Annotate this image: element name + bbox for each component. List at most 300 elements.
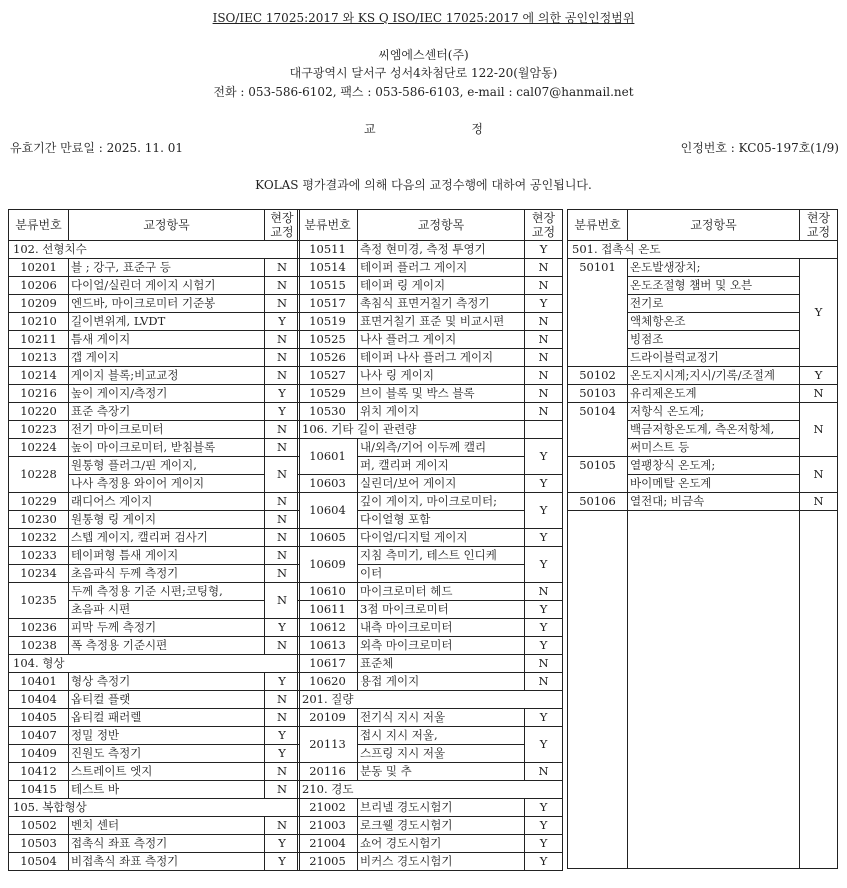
header-row (568, 210, 838, 241)
table-row (298, 799, 563, 817)
table-row (298, 637, 563, 655)
table-cell: 브리넬 경도시험기 (358, 799, 525, 817)
table-cell: 높이 마이크로미터, 받침블록 (69, 439, 265, 457)
table-cell: 50102 (568, 367, 628, 385)
table-cell: 용접 게이지 (358, 673, 525, 691)
table-row (9, 565, 300, 583)
section-header: 106. 기타 길이 관련량 (298, 421, 525, 439)
table-row (9, 853, 300, 871)
table-row (9, 259, 300, 277)
table-cell: 10605 (298, 529, 358, 547)
table-cell: N (525, 349, 563, 367)
table-cell: N (265, 295, 300, 313)
code-header: 분류번호 (568, 210, 628, 241)
table-row (298, 709, 563, 727)
table-cell: 10214 (9, 367, 69, 385)
table-cell: Y (800, 259, 838, 367)
table-cell: 퍼, 캘리퍼 게이지 (358, 457, 525, 475)
onsite-header: 현장 교정 (265, 210, 300, 241)
table-cell: Y (525, 817, 563, 835)
item-header: 교정항목 (628, 210, 800, 241)
table-cell: 10617 (298, 655, 358, 673)
table-cell: N (265, 529, 300, 547)
table-cell: 10228 (9, 457, 69, 493)
table-cell: 브이 블록 및 박스 블록 (358, 385, 525, 403)
table-cell: 10517 (298, 295, 358, 313)
table-row (298, 583, 563, 601)
table-cell (568, 511, 628, 869)
code-header: 분류번호 (298, 210, 358, 241)
table-cell: 온도조절형 챔버 및 오븐 (628, 277, 800, 295)
table-row (568, 457, 838, 475)
table-cell: 테이퍼 나사 플러그 게이지 (358, 349, 525, 367)
table-cell: 21005 (298, 853, 358, 871)
table-row (298, 295, 563, 313)
table-cell: 지침 측미기, 테스트 인디케 (358, 547, 525, 565)
table-row (568, 385, 838, 403)
table-cell: 테이퍼 플러그 게이지 (358, 259, 525, 277)
table-cell: 분동 및 추 (358, 763, 525, 781)
table-cell: 10230 (9, 511, 69, 529)
table-cell: 10206 (9, 277, 69, 295)
table-cell: 전기 마이크로미터 (69, 421, 265, 439)
table-row (9, 367, 300, 385)
table-cell: 테스트 바 (69, 781, 265, 799)
table-row (9, 511, 300, 529)
table-cell: 블 ; 강구, 표준구 등 (69, 259, 265, 277)
table-cell: N (525, 583, 563, 601)
table-cell (628, 511, 800, 869)
code-header: 분류번호 (9, 210, 69, 241)
table-cell: N (265, 511, 300, 529)
table-cell: 10216 (9, 385, 69, 403)
table-row (9, 421, 300, 439)
document-title: ISO/IEC 17025:2017 와 KS Q ISO/IEC 17025:2017 에 의한 공인인정범위 (212, 11, 635, 25)
table-cell: Y (265, 727, 300, 745)
table-cell: 10530 (298, 403, 358, 421)
table-cell: 10620 (298, 673, 358, 691)
table-cell: N (265, 817, 300, 835)
table-cell: 50103 (568, 385, 628, 403)
table-cell: Y (800, 367, 838, 385)
table-cell: 스텝 게이지, 캘리퍼 검사기 (69, 529, 265, 547)
table-cell: N (525, 403, 563, 421)
table-cell: 열팽창식 온도계; (628, 457, 800, 475)
table-cell: Y (265, 619, 300, 637)
table-row (9, 277, 300, 295)
table-row (298, 763, 563, 781)
table-cell: 10234 (9, 565, 69, 583)
table-cell: 10220 (9, 403, 69, 421)
table-cell: 10409 (9, 745, 69, 763)
table-cell: 다이얼형 포함 (358, 511, 525, 529)
table-row (568, 259, 838, 277)
table-cell: N (265, 583, 300, 619)
table-cell: 50105 (568, 457, 628, 493)
table-cell: N (525, 277, 563, 295)
table-cell: 10610 (298, 583, 358, 601)
table-cell: Y (525, 493, 563, 529)
table-cell: 접촉식 좌표 측정기 (69, 835, 265, 853)
table-cell: N (265, 277, 300, 295)
section-header: 104. 형상 (9, 655, 300, 673)
table-cell: 온도지시계;지시/기록/조절계 (628, 367, 800, 385)
table-cell: 스프링 지시 저울 (358, 745, 525, 763)
table-row (9, 295, 300, 313)
table-cell: 10502 (9, 817, 69, 835)
table-cell: Y (265, 673, 300, 691)
table-cell: 10235 (9, 583, 69, 619)
table-cell: 벤치 센터 (69, 817, 265, 835)
section-header: 105. 복합형상 (9, 799, 300, 817)
table-cell: 10601 (298, 439, 358, 475)
table-row (9, 727, 300, 745)
table-cell: 초음파식 두께 측정기 (69, 565, 265, 583)
table-cell: 10210 (9, 313, 69, 331)
table-row (298, 529, 563, 547)
notice-text: KOLAS 평가결과에 의해 다음의 교정수행에 대하여 공인됩니다. (255, 178, 592, 192)
table-cell: 10236 (9, 619, 69, 637)
company-name: 씨엠에스센터(주) (378, 48, 469, 62)
table-cell: Y (525, 727, 563, 763)
table-cell: N (800, 403, 838, 457)
table-row (9, 493, 300, 511)
table-cell: 깊이 게이지, 마이크로미터; (358, 493, 525, 511)
table-row (9, 583, 300, 601)
table-row (9, 349, 300, 367)
empty-area (568, 511, 838, 869)
table-row (9, 835, 300, 853)
table-cell: N (265, 421, 300, 439)
table-cell: 10201 (9, 259, 69, 277)
table-cell: 10415 (9, 781, 69, 799)
table-cell: 10504 (9, 853, 69, 871)
table-cell: 10405 (9, 709, 69, 727)
table-row (298, 277, 563, 295)
table-cell: 10209 (9, 295, 69, 313)
table-cell: N (265, 691, 300, 709)
scope-table-col1 (8, 209, 300, 871)
section-header: 210. 경도 (298, 781, 563, 799)
table-cell: N (265, 637, 300, 655)
table-row (298, 853, 563, 871)
table-cell: 표면거칠기 표준 및 비교시편 (358, 313, 525, 331)
table-cell: 쇼어 경도시험기 (358, 835, 525, 853)
table-cell: 게이지 블록;비교교정 (69, 367, 265, 385)
table-cell: 측정 현미경, 측정 투영기 (358, 241, 525, 259)
table-row (9, 331, 300, 349)
table-cell: 로크웰 경도시험기 (358, 817, 525, 835)
table-cell: 표준 측장기 (69, 403, 265, 421)
table-cell: 나사 측정용 와이어 게이지 (69, 475, 265, 493)
table-cell: Y (525, 601, 563, 619)
table-cell: 3점 마이크로미터 (358, 601, 525, 619)
table-row (298, 259, 563, 277)
table-cell: Y (525, 529, 563, 547)
table-cell: 실린더/보어 게이지 (358, 475, 525, 493)
table-cell: 유리제온도계 (628, 385, 800, 403)
table-row (298, 331, 563, 349)
table-cell: 빙점조 (628, 331, 800, 349)
table-row (298, 439, 563, 457)
table-cell: 백금저항온도계, 측온저항체, (628, 421, 800, 439)
table-row (9, 457, 300, 475)
table-cell: 전기식 지시 저울 (358, 709, 525, 727)
table-row (298, 727, 563, 745)
table-cell: N (525, 763, 563, 781)
table-cell: 써미스트 등 (628, 439, 800, 457)
company-address: 대구광역시 달서구 성서4차첨단로 122-20(월암동) (289, 66, 558, 80)
table-cell: 정밀 정반 (69, 727, 265, 745)
table-cell: 원통형 링 게이지 (69, 511, 265, 529)
table-cell: N (265, 259, 300, 277)
table-row (9, 763, 300, 781)
table-row (9, 529, 300, 547)
table-cell: 10609 (298, 547, 358, 583)
table-cell: 표준체 (358, 655, 525, 673)
table-row (298, 655, 563, 673)
table-row (9, 709, 300, 727)
table-cell: Y (265, 835, 300, 853)
table-row (9, 403, 300, 421)
section-header: 201. 질량 (298, 691, 563, 709)
header-row (298, 210, 563, 241)
table-cell: 저항식 온도계; (628, 403, 800, 421)
scope-table-col2 (297, 209, 563, 871)
table-cell: N (525, 313, 563, 331)
table-row (9, 673, 300, 691)
table-cell: 10238 (9, 637, 69, 655)
section-header: 501. 접촉식 온도 (568, 241, 838, 259)
table-row (9, 817, 300, 835)
table-cell: Y (525, 547, 563, 583)
onsite-header: 현장 교정 (525, 210, 563, 241)
table-cell (525, 421, 563, 439)
table-row (9, 745, 300, 763)
table-cell: 열전대; 비금속 (628, 493, 800, 511)
header-row (9, 210, 300, 241)
table-cell: 전기로 (628, 295, 800, 313)
table-row (298, 385, 563, 403)
table-cell: 21004 (298, 835, 358, 853)
table-cell: N (525, 259, 563, 277)
table-cell: 길이변위계, LVDT (69, 313, 265, 331)
table-cell: 옵티컬 패러렐 (69, 709, 265, 727)
table-cell: N (265, 349, 300, 367)
table-cell: 바이메탈 온도계 (628, 475, 800, 493)
table-row (298, 673, 563, 691)
table-cell: N (525, 385, 563, 403)
table-cell: Y (525, 475, 563, 493)
table-cell: 10211 (9, 331, 69, 349)
table-cell: 테이퍼형 틈새 게이지 (69, 547, 265, 565)
table-cell: 10514 (298, 259, 358, 277)
table-cell: N (525, 367, 563, 385)
table-cell: N (265, 493, 300, 511)
table-cell: Y (265, 403, 300, 421)
table-cell: 형상 측정기 (69, 673, 265, 691)
table-cell: N (265, 331, 300, 349)
table-row (9, 691, 300, 709)
table-cell: 테이퍼 링 게이지 (358, 277, 525, 295)
onsite-header: 현장 교정 (800, 210, 838, 241)
table-cell: 10603 (298, 475, 358, 493)
table-row (9, 439, 300, 457)
table-cell: 10229 (9, 493, 69, 511)
table-cell: 10401 (9, 673, 69, 691)
table-row (298, 475, 563, 493)
table-row (9, 637, 300, 655)
table-cell: Y (525, 709, 563, 727)
table-cell: 외측 마이크로미터 (358, 637, 525, 655)
table-cell: N (265, 547, 300, 565)
table-cell: 다이얼/디지털 게이지 (358, 529, 525, 547)
table-cell: 액체항온조 (628, 313, 800, 331)
table-cell: Y (265, 385, 300, 403)
table-row (9, 385, 300, 403)
table-cell: 비접촉식 좌표 측정기 (69, 853, 265, 871)
table-cell: 초음파 시편 (69, 601, 265, 619)
table-cell: Y (525, 439, 563, 475)
accreditation-number: 인정번호 : KC05-197호(1/9) (680, 141, 839, 155)
table-cell: 10224 (9, 439, 69, 457)
table-cell: 두께 측정용 기준 시편;코팅형, (69, 583, 265, 601)
table-cell: 10503 (9, 835, 69, 853)
table-row (298, 835, 563, 853)
table-row (568, 367, 838, 385)
table-cell: Y (525, 799, 563, 817)
table-cell: N (525, 331, 563, 349)
table-row (298, 349, 563, 367)
table-cell: 10604 (298, 493, 358, 529)
table-cell: 온도발생장치; (628, 259, 800, 277)
table-cell: 21002 (298, 799, 358, 817)
table-row (298, 601, 563, 619)
table-cell: Y (525, 241, 563, 259)
table-row (9, 619, 300, 637)
table-cell: Y (525, 835, 563, 853)
table-cell: N (265, 781, 300, 799)
table-cell: 10412 (9, 763, 69, 781)
table-cell: 진원도 측정기 (69, 745, 265, 763)
scope-table-col3 (567, 209, 838, 869)
table-cell: N (265, 367, 300, 385)
table-cell: 20113 (298, 727, 358, 763)
table-cell: N (265, 763, 300, 781)
company-contact: 전화 : 053-586-6102, 팩스 : 053-586-6103, e-mail : cal07@hanmail.net (213, 85, 634, 99)
table-cell: 다이얼/실린더 게이지 시험기 (69, 277, 265, 295)
table-cell: 10511 (298, 241, 358, 259)
table-cell: N (525, 655, 563, 673)
table-cell: 위치 게이지 (358, 403, 525, 421)
table-cell: N (265, 565, 300, 583)
valid-until: 유효기간 만료일 : 2025. 11. 01 (10, 141, 183, 155)
table-cell: 폭 측정용 기준시편 (69, 637, 265, 655)
table-row (298, 403, 563, 421)
table-cell: 10515 (298, 277, 358, 295)
table-row (298, 493, 563, 511)
table-row (298, 313, 563, 331)
table-cell: Y (265, 313, 300, 331)
item-header: 교정항목 (69, 210, 265, 241)
table-row (298, 367, 563, 385)
table-cell: 엔드바, 마이크로미터 기준봉 (69, 295, 265, 313)
table-cell: 드라이블럭교정기 (628, 349, 800, 367)
table-row (9, 313, 300, 331)
table-cell: 10213 (9, 349, 69, 367)
table-cell: 20109 (298, 709, 358, 727)
table-cell: 피막 두께 측정기 (69, 619, 265, 637)
table-cell: 10519 (298, 313, 358, 331)
table-cell: 10612 (298, 619, 358, 637)
table-cell: 촉침식 표면거칠기 측정기 (358, 295, 525, 313)
table-cell: N (265, 709, 300, 727)
table-cell: Y (525, 853, 563, 871)
table-cell: 접시 지시 저울, (358, 727, 525, 745)
table-cell: 10223 (9, 421, 69, 439)
table-cell: 50106 (568, 493, 628, 511)
table-cell: Y (525, 637, 563, 655)
table-cell: N (800, 493, 838, 511)
table-cell: 원통형 플러그/핀 게이지, (69, 457, 265, 475)
table-cell: 50104 (568, 403, 628, 457)
table-cell: 10407 (9, 727, 69, 745)
table-cell: 틈새 게이지 (69, 331, 265, 349)
table-cell: Y (265, 745, 300, 763)
table-row (9, 781, 300, 799)
table-cell: 10525 (298, 331, 358, 349)
item-header: 교정항목 (358, 210, 525, 241)
table-row (298, 817, 563, 835)
table-cell: 20116 (298, 763, 358, 781)
section-header: 102. 선형치수 (9, 241, 300, 259)
table-cell: 마이크로미터 헤드 (358, 583, 525, 601)
table-cell: 래디어스 게이지 (69, 493, 265, 511)
table-cell: 내측 마이크로미터 (358, 619, 525, 637)
table-cell: 10526 (298, 349, 358, 367)
table-cell: 50101 (568, 259, 628, 367)
field-title: 교 정 (364, 122, 529, 136)
table-row (298, 241, 563, 259)
table-cell: 10527 (298, 367, 358, 385)
table-cell: 옵티컬 플랫 (69, 691, 265, 709)
table-cell: Y (525, 295, 563, 313)
table-cell: 10529 (298, 385, 358, 403)
table-cell: N (800, 385, 838, 403)
table-cell: Y (525, 619, 563, 637)
table-cell: 나사 링 게이지 (358, 367, 525, 385)
table-cell: 비커스 경도시험기 (358, 853, 525, 871)
table-row (568, 403, 838, 421)
table-cell: N (525, 673, 563, 691)
table-cell: 내/외측/기어 이두께 캘리 (358, 439, 525, 457)
table-cell: 10232 (9, 529, 69, 547)
table-cell (800, 511, 838, 869)
table-cell: 나사 플러그 게이지 (358, 331, 525, 349)
table-cell: 10404 (9, 691, 69, 709)
table-row (9, 547, 300, 565)
table-cell: 높이 게이지/측정기 (69, 385, 265, 403)
table-row (298, 619, 563, 637)
table-cell: 21003 (298, 817, 358, 835)
table-cell: 10613 (298, 637, 358, 655)
table-cell: N (265, 457, 300, 493)
table-cell: N (265, 439, 300, 457)
table-cell: 10233 (9, 547, 69, 565)
table-cell: Y (265, 853, 300, 871)
table-cell: 갭 게이지 (69, 349, 265, 367)
table-cell: 10611 (298, 601, 358, 619)
